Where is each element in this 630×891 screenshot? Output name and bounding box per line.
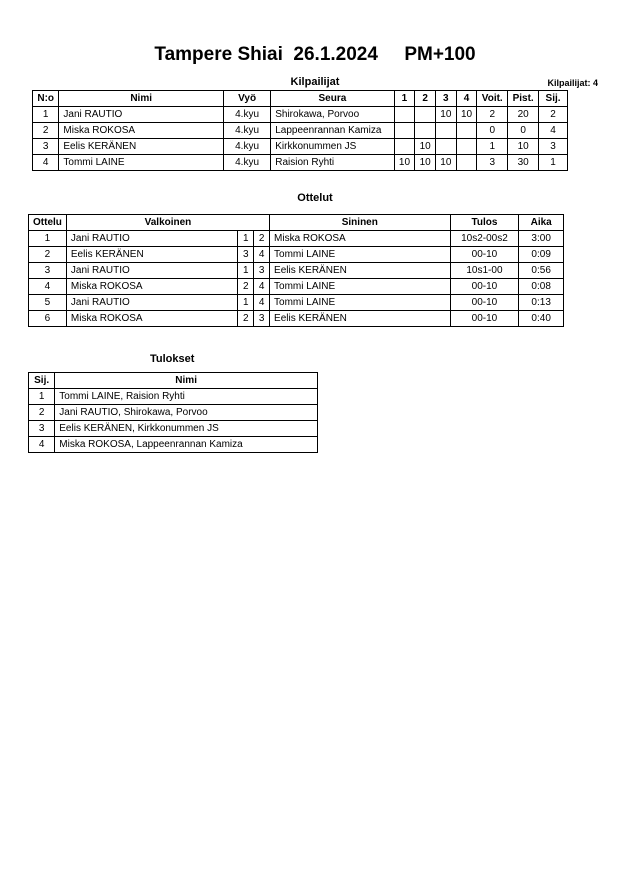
cell-match: 3	[29, 263, 67, 279]
cell-belt: 4.kyu	[223, 155, 270, 171]
col-no: N:o	[33, 91, 59, 107]
cell-wins: 3	[477, 155, 508, 171]
cell-belt: 4.kyu	[223, 139, 270, 155]
table-row	[29, 437, 318, 453]
table-row	[33, 123, 568, 139]
cell-belt: 4.kyu	[223, 107, 270, 123]
cell-blue-seed: 4	[254, 295, 270, 311]
cell-time: 0:09	[519, 247, 564, 263]
table-row	[29, 263, 564, 279]
col-belt: Vyö	[223, 91, 270, 107]
col-white: Valkoinen	[66, 215, 269, 231]
cell-wins: 0	[477, 123, 508, 139]
table-header-row	[29, 373, 318, 389]
cell-no: 2	[33, 123, 59, 139]
cell-time: 0:40	[519, 311, 564, 327]
results-table	[28, 372, 318, 453]
cell-points: 0	[508, 123, 539, 139]
cell-club: Kirkkonummen JS	[271, 139, 394, 155]
cell-match: 4	[29, 279, 67, 295]
cell-club: Raision Ryhti	[271, 155, 394, 171]
cell-blue-seed: 2	[254, 231, 270, 247]
cell-white: Eelis KERÄNEN	[66, 247, 237, 263]
table-row	[29, 311, 564, 327]
cell-blue: Tommi LAINE	[270, 279, 451, 295]
cell-name: Eelis KERÄNEN, Kirkkonummen JS	[55, 421, 318, 437]
results-section-header	[0, 353, 630, 365]
competitors-count: Kilpailijat: 4	[547, 78, 598, 88]
cell-r2	[415, 123, 436, 139]
cell-rank: 4	[539, 123, 568, 139]
results-heading: Tulokset	[150, 353, 195, 365]
cell-result: 00-10	[450, 247, 519, 263]
table-header-row	[29, 215, 564, 231]
competitors-heading: Kilpailijat	[290, 76, 340, 88]
table-row	[29, 421, 318, 437]
cell-blue-seed: 4	[254, 247, 270, 263]
col-points: Pist.	[508, 91, 539, 107]
cell-match: 1	[29, 231, 67, 247]
col-rank: Sij.	[29, 373, 55, 389]
cell-blue: Tommi LAINE	[270, 247, 451, 263]
cell-points: 30	[508, 155, 539, 171]
cell-blue: Eelis KERÄNEN	[270, 311, 451, 327]
cell-name: Tommi LAINE, Raision Ryhti	[55, 389, 318, 405]
table-row	[29, 247, 564, 263]
cell-r2: 10	[415, 139, 436, 155]
cell-white: Jani RAUTIO	[66, 263, 237, 279]
col-match: Ottelu	[29, 215, 67, 231]
cell-r3	[435, 139, 456, 155]
table-row	[33, 107, 568, 123]
cell-match: 2	[29, 247, 67, 263]
cell-match: 5	[29, 295, 67, 311]
matches-section-header	[0, 192, 630, 204]
cell-rank: 2	[539, 107, 568, 123]
cell-blue-seed: 4	[254, 279, 270, 295]
cell-blue: Miska ROKOSA	[270, 231, 451, 247]
cell-club: Shirokawa, Porvoo	[271, 107, 394, 123]
table-row	[33, 139, 568, 155]
cell-blue: Eelis KERÄNEN	[270, 263, 451, 279]
cell-r1: 10	[394, 155, 415, 171]
cell-r4	[456, 123, 477, 139]
col-wins: Voit.	[477, 91, 508, 107]
cell-r2	[415, 107, 436, 123]
table-header-row	[33, 91, 568, 107]
cell-name: Miska ROKOSA	[59, 123, 224, 139]
col-r2: 2	[415, 91, 436, 107]
cell-white-seed: 1	[238, 263, 254, 279]
cell-no: 3	[33, 139, 59, 155]
cell-rank: 1	[29, 389, 55, 405]
cell-match: 6	[29, 311, 67, 327]
cell-name: Jani RAUTIO	[59, 107, 224, 123]
cell-blue: Tommi LAINE	[270, 295, 451, 311]
table-row	[29, 389, 318, 405]
cell-result: 10s2-00s2	[450, 231, 519, 247]
cell-r4: 10	[456, 107, 477, 123]
cell-result: 00-10	[450, 279, 519, 295]
table-row	[29, 405, 318, 421]
competitors-table	[32, 90, 568, 171]
cell-wins: 1	[477, 139, 508, 155]
cell-name: Jani RAUTIO, Shirokawa, Porvoo	[55, 405, 318, 421]
cell-r1	[394, 139, 415, 155]
cell-rank: 2	[29, 405, 55, 421]
col-r4: 4	[456, 91, 477, 107]
cell-rank: 1	[539, 155, 568, 171]
cell-white: Jani RAUTIO	[66, 295, 237, 311]
cell-r1	[394, 107, 415, 123]
cell-blue-seed: 3	[254, 263, 270, 279]
cell-no: 4	[33, 155, 59, 171]
col-blue: Sininen	[270, 215, 451, 231]
cell-blue-seed: 3	[254, 311, 270, 327]
cell-r1	[394, 123, 415, 139]
table-row	[29, 231, 564, 247]
cell-result: 10s1-00	[450, 263, 519, 279]
cell-r3	[435, 123, 456, 139]
cell-result: 00-10	[450, 295, 519, 311]
cell-club: Lappeenrannan Kamiza	[271, 123, 394, 139]
cell-no: 1	[33, 107, 59, 123]
cell-white-seed: 1	[238, 231, 254, 247]
col-name: Nimi	[55, 373, 318, 389]
cell-wins: 2	[477, 107, 508, 123]
cell-rank: 3	[539, 139, 568, 155]
cell-points: 10	[508, 139, 539, 155]
col-r1: 1	[394, 91, 415, 107]
cell-result: 00-10	[450, 311, 519, 327]
table-row	[29, 295, 564, 311]
cell-time: 0:08	[519, 279, 564, 295]
cell-time: 0:13	[519, 295, 564, 311]
cell-points: 20	[508, 107, 539, 123]
cell-time: 3:00	[519, 231, 564, 247]
cell-r2: 10	[415, 155, 436, 171]
cell-time: 0:56	[519, 263, 564, 279]
cell-rank: 3	[29, 421, 55, 437]
matches-heading: Ottelut	[297, 192, 333, 204]
cell-r3: 10	[435, 107, 456, 123]
cell-belt: 4.kyu	[223, 123, 270, 139]
col-club: Seura	[271, 91, 394, 107]
cell-r4	[456, 139, 477, 155]
page-title: Tampere Shiai 26.1.2024 PM+100	[154, 44, 476, 65]
cell-white-seed: 2	[238, 311, 254, 327]
col-r3: 3	[435, 91, 456, 107]
table-row	[29, 279, 564, 295]
cell-r4	[456, 155, 477, 171]
cell-r3: 10	[435, 155, 456, 171]
cell-white: Miska ROKOSA	[66, 311, 237, 327]
cell-white-seed: 1	[238, 295, 254, 311]
col-time: Aika	[519, 215, 564, 231]
cell-name: Eelis KERÄNEN	[59, 139, 224, 155]
cell-white: Jani RAUTIO	[66, 231, 237, 247]
col-rank: Sij.	[539, 91, 568, 107]
cell-white: Miska ROKOSA	[66, 279, 237, 295]
cell-white-seed: 2	[238, 279, 254, 295]
cell-name: Miska ROKOSA, Lappeenrannan Kamiza	[55, 437, 318, 453]
cell-rank: 4	[29, 437, 55, 453]
col-result: Tulos	[450, 215, 519, 231]
cell-white-seed: 3	[238, 247, 254, 263]
col-name: Nimi	[59, 91, 224, 107]
cell-name: Tommi LAINE	[59, 155, 224, 171]
matches-table	[28, 214, 564, 327]
table-row	[33, 155, 568, 171]
